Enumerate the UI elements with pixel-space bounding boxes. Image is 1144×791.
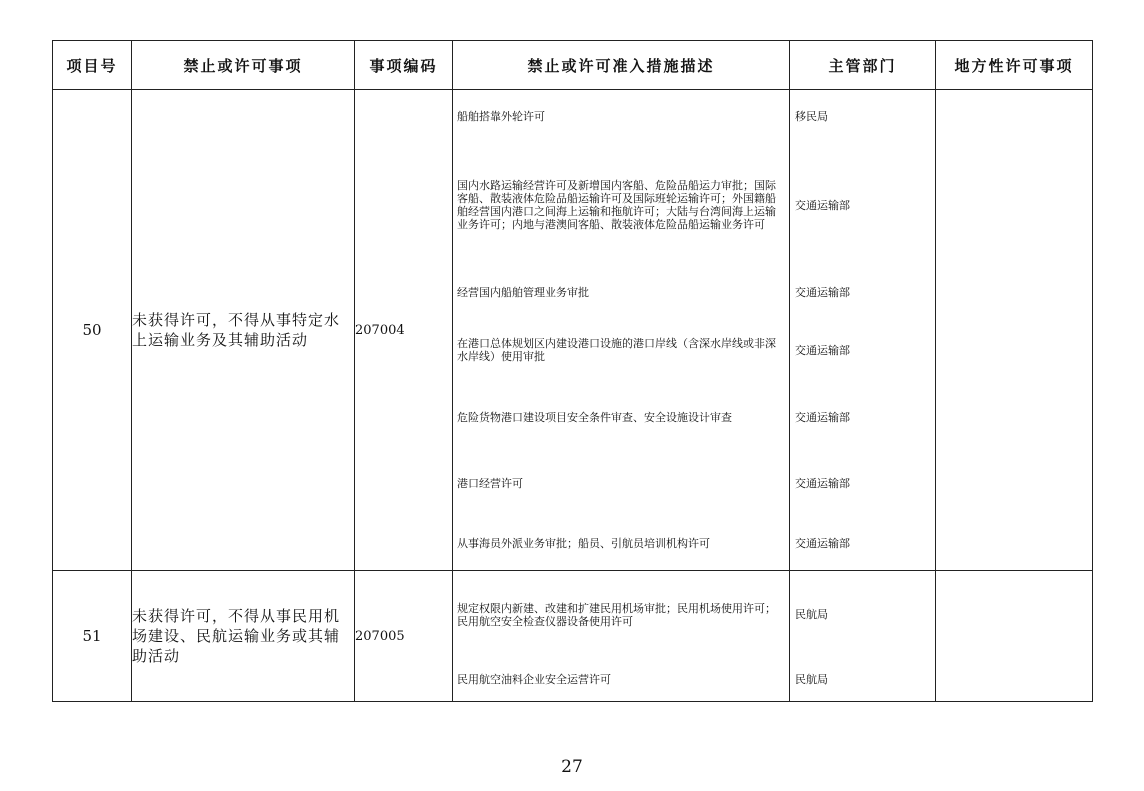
department-text: 交通运输部 (795, 536, 850, 550)
project-number: 50 (53, 90, 132, 571)
table-header-row (53, 41, 1093, 90)
measure-text: 在港口总体规划区内建设港口设施的港口岸线（含深水岸线或非深水岸线）使用审批 (457, 337, 776, 363)
permit-table (52, 40, 1093, 702)
department-text: 移民局 (795, 109, 828, 123)
measure-text: 国内水路运输经营许可及新增国内客船、危险品船运力审批；国际客船、散装液体危险品船运输许可及国际班轮运输许可；外国籍船舶经营国内港口之间海上运输和拖航许可；大陆与台湾间海上运输业务许可；内地与港澳间客船、散装液体危险品船运输业务许可 (457, 179, 776, 231)
measure-text: 港口经营许可 (457, 476, 523, 490)
measures-cell (453, 90, 790, 571)
measure-text: 规定权限内新建、改建和扩建民用机场审批；民用机场使用许可；民用航空安全检查仪器设备使用许可 (457, 601, 776, 628)
department-text: 民航局 (795, 673, 828, 686)
table-row (53, 90, 1093, 571)
measure-text: 从事海员外派业务审批；船员、引航员培训机构许可 (457, 536, 710, 550)
item-description: 未获得许可，不得从事特定水上运输业务及其辅助活动 (132, 90, 355, 571)
measures-cell (453, 571, 790, 702)
page-number: 27 (561, 757, 583, 777)
measure-text: 危险货物港口建设项目安全条件审查、安全设施设计审查 (457, 410, 732, 424)
item-description: 未获得许可，不得从事民用机场建设、民航运输业务或其辅助活动 (132, 571, 355, 702)
department-text: 交通运输部 (795, 410, 850, 424)
table-row (53, 571, 1093, 702)
department-text: 交通运输部 (795, 343, 850, 357)
header-item: 禁止或许可事项 (132, 41, 355, 90)
measure-text: 船舶搭靠外轮许可 (457, 109, 545, 123)
department-text: 交通运输部 (795, 198, 850, 212)
measure-text: 经营国内船舶管理业务审批 (457, 285, 589, 299)
local-permit-cell (936, 90, 1093, 571)
header-measure-description: 禁止或许可准入措施描述 (453, 41, 790, 90)
item-code: 207004 (355, 90, 453, 571)
header-item-code: 事项编码 (355, 41, 453, 90)
departments-cell (790, 571, 936, 702)
local-permit-cell (936, 571, 1093, 702)
department-text: 民航局 (795, 608, 828, 621)
measure-text: 民用航空油料企业安全运营许可 (457, 673, 611, 686)
header-project-number: 项目号 (53, 41, 132, 90)
header-local-permit: 地方性许可事项 (936, 41, 1093, 90)
department-text: 交通运输部 (795, 476, 850, 490)
header-department: 主管部门 (790, 41, 936, 90)
department-text: 交通运输部 (795, 285, 850, 299)
project-number: 51 (53, 571, 132, 702)
item-code: 207005 (355, 571, 453, 702)
departments-cell (790, 90, 936, 571)
